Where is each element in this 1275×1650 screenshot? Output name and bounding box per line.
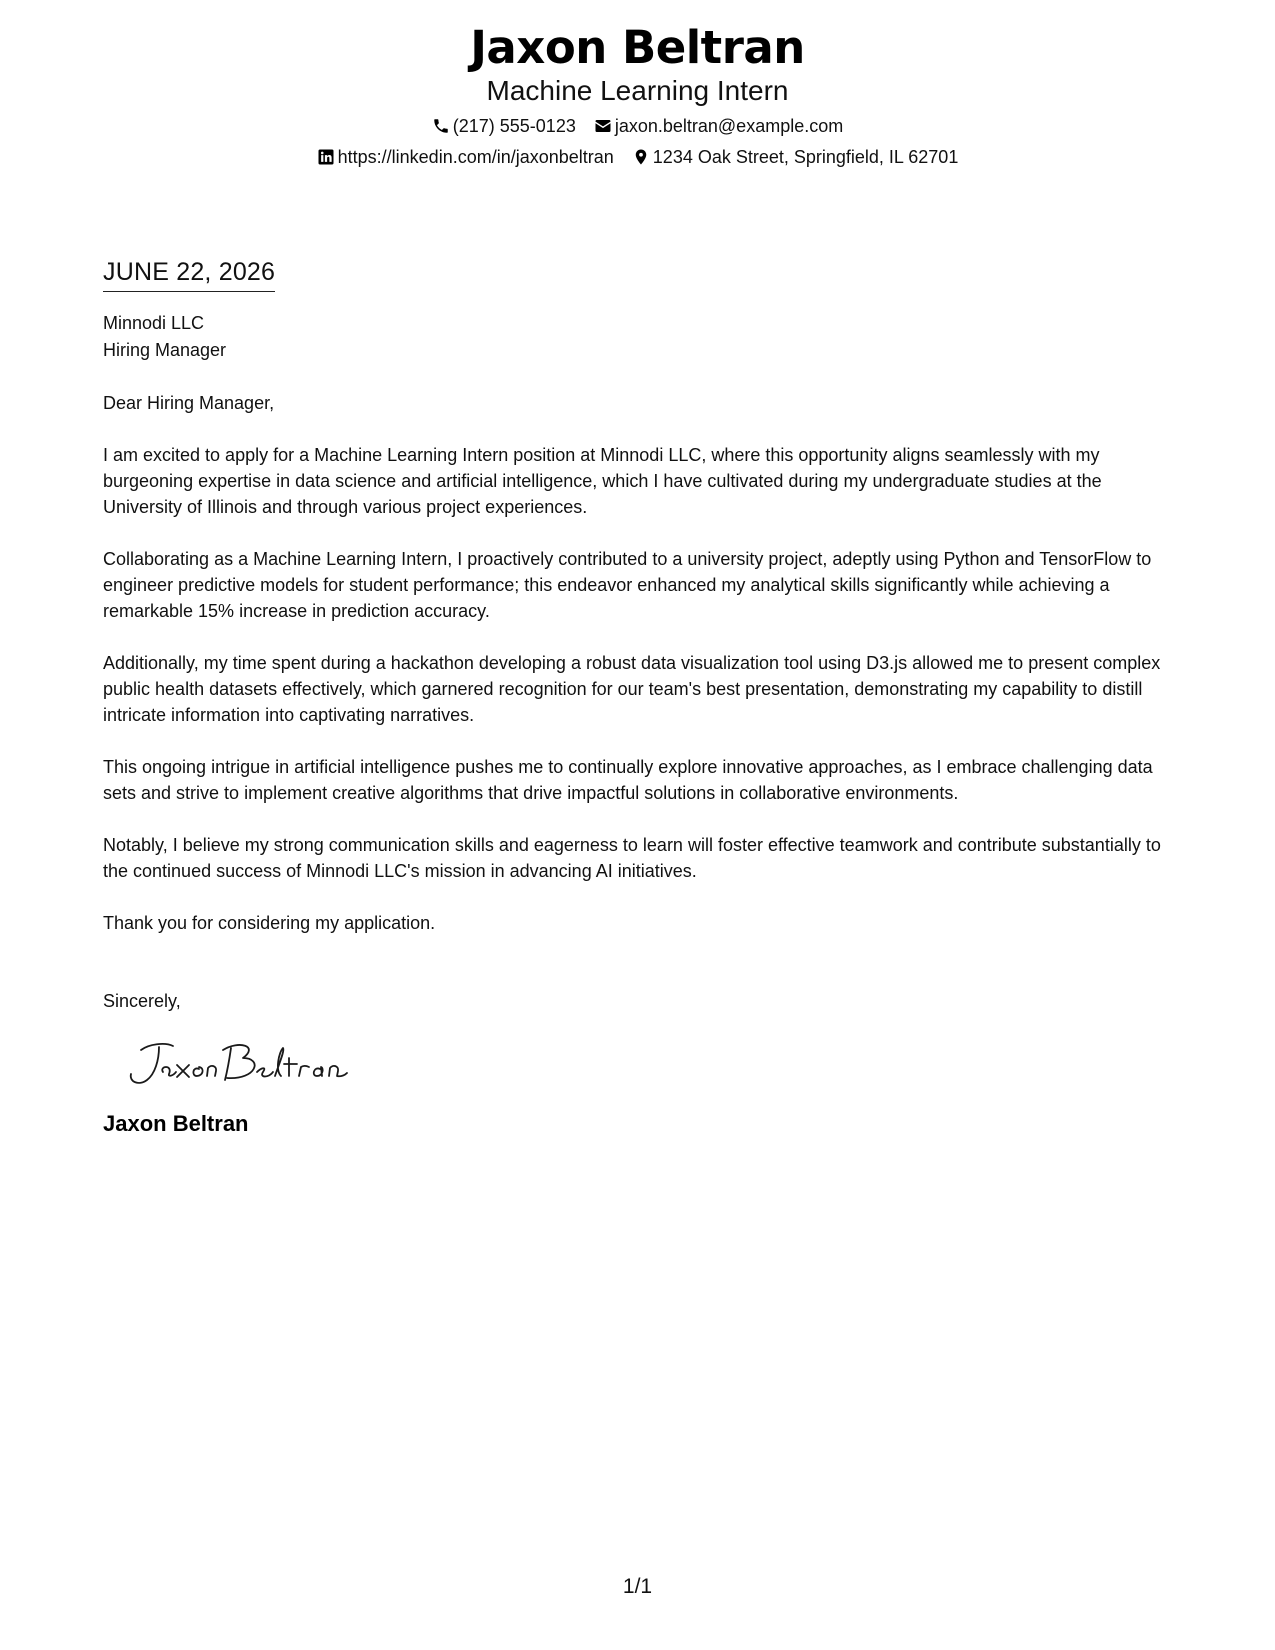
- handwritten-signature: [119, 1036, 359, 1096]
- applicant-name: Jaxon Beltran: [470, 21, 805, 74]
- body-paragraph: [103, 754, 1178, 806]
- paragraph-text: Collaborating as a Machine Learning Intern, I proactively contributed to a university project, adeptly using Python and TensorFlow to engineer predictive models for student performance; this endeavor enhanced my analytical skills significantly while achieving a remarkable 15% increase in prediction accuracy.: [103, 549, 1152, 621]
- page-number: 1/1: [622, 1575, 653, 1598]
- envelope-icon: [594, 117, 612, 135]
- paragraph-text: This ongoing intrigue in artificial intelligence pushes me to continually explore innovative approaches, as I embrace challenging data sets and strive to implement creative algorithms that drive impactful solutions in collaborative environments.: [103, 757, 1153, 803]
- signature-drawing: [119, 1036, 359, 1096]
- salutation: Dear Hiring Manager,: [103, 393, 275, 413]
- linkedin-icon: [317, 148, 335, 166]
- applicant-role: Machine Learning Intern: [486, 75, 789, 106]
- recipient-company: Minnodi LLC: [103, 313, 205, 333]
- body-paragraph: [103, 546, 1178, 624]
- signer-name: Jaxon Beltran: [103, 1111, 249, 1136]
- contact-linkedin[interactable]: [317, 145, 614, 169]
- contact-line-secondary: [0, 145, 1275, 169]
- paragraph-text: Notably, I believe my strong communication skills and eagerness to learn will foster effective teamwork and contribute substantially to the continued success of Minnodi LLC's mission in advancing AI initiatives.: [103, 835, 1161, 881]
- recipient-block: [103, 310, 1178, 364]
- body-paragraph: [103, 910, 1178, 936]
- closing: Sincerely,: [103, 991, 181, 1011]
- contact-email[interactable]: [594, 114, 843, 138]
- letter-body: [103, 256, 1178, 1138]
- paragraph-text: I am excited to apply for a Machine Learning Intern position at Minnodi LLC, where this opportunity aligns seamlessly with my burgeoning expertise in data science and artificial intelligence, which I have cultivated during my undergraduate studies at the University of Illinois and through various project experiences.: [103, 445, 1102, 517]
- phone-text: (217) 555-0123: [452, 116, 576, 136]
- phone-icon: [432, 117, 450, 135]
- map-marker-icon: [632, 148, 650, 166]
- linkedin-text[interactable]: https://linkedin.com/in/jaxonbeltran: [337, 147, 614, 167]
- recipient-title: Hiring Manager: [103, 340, 227, 360]
- letter-date: JUNE 22, 2026: [103, 256, 275, 292]
- body-paragraph: [103, 832, 1178, 884]
- contact-address: [632, 145, 959, 169]
- contact-phone: [432, 114, 576, 138]
- address-text: 1234 Oak Street, Springfield, IL 62701: [652, 147, 959, 167]
- email-text[interactable]: jaxon.beltran@example.com: [614, 116, 844, 136]
- body-paragraph: [103, 442, 1178, 520]
- letter-header: [0, 22, 1275, 169]
- contact-line-primary: [0, 114, 1275, 138]
- paragraph-text: Thank you for considering my application.: [103, 913, 436, 933]
- body-paragraph: [103, 650, 1178, 728]
- paragraph-text: Additionally, my time spent during a hackathon developing a robust data visualization tool using D3.js allowed me to present complex public health datasets effectively, which garnered recognition for our team's best presentation, demonstrating my capability to distill intricate information into captivating narratives.: [103, 653, 1161, 725]
